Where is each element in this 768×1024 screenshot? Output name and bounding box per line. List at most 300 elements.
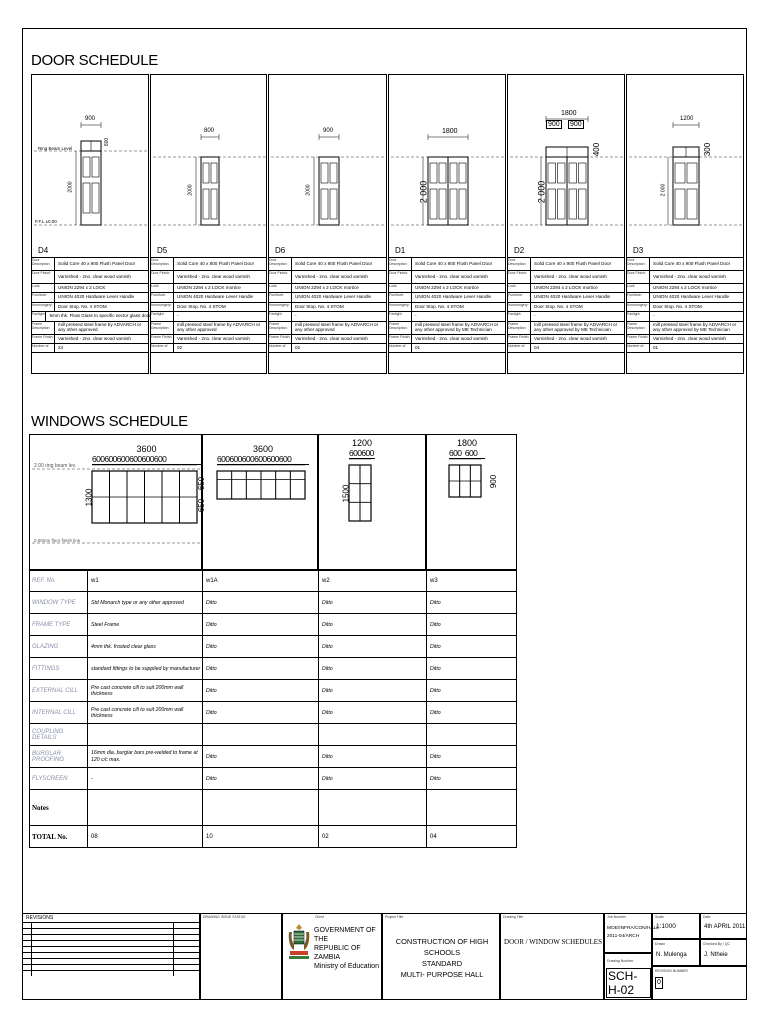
door-spec-value: - (653, 313, 655, 319)
window-segment-dims: 600600600600600600 (92, 454, 201, 465)
door-spec-label: Frame Description: (389, 322, 412, 334)
door-spec-value: Door Stop. No. 4 STOM (415, 303, 464, 309)
revision-value: 0 (655, 977, 663, 989)
door-spec-value: - (534, 313, 536, 319)
door-spec-row (508, 344, 624, 353)
door-spec-label: Ironmongery: (32, 303, 55, 311)
windows-row-label: WINDOW TYPE (32, 599, 76, 606)
door-spec-table (627, 258, 743, 353)
door-spec-row (151, 344, 266, 353)
door-spec-value: 01 (415, 344, 421, 350)
windows-cell: Ditto (202, 768, 318, 789)
windows-cell: w1A (202, 570, 318, 591)
door-spec-value: mill pressed steel frame by ADVARCH or any other approved (58, 321, 142, 332)
windows-cell (87, 790, 202, 825)
door-spec-label: Door Description: (32, 258, 55, 270)
door-spec-row (32, 303, 148, 312)
door-spec-row (269, 344, 386, 353)
date-label: Date (703, 915, 711, 919)
client-box (282, 913, 382, 1000)
door-height-dim: 2000 (305, 184, 312, 196)
door-spec-value: Door Stop. No. 4 STOM (177, 303, 226, 309)
windows-cell: 10 (202, 826, 318, 847)
door-spec-row (508, 322, 624, 335)
windows-cell: Pre cast concrete cill to suit 200mm wall thickness (87, 702, 202, 723)
door-spec-label: Frame Finish: (269, 335, 292, 343)
door-spec-label: Number of: (32, 344, 55, 352)
window-elevation-w4 (426, 434, 517, 570)
door-spec-value: Solid Core 40 x 900 Flush Panel Door (534, 261, 612, 266)
door-spec-value: UNION 4020 Hardware Lever Handle (653, 294, 730, 300)
door-spec-row (151, 284, 266, 293)
door-spec-row (269, 335, 386, 344)
client-line-3: Ministry of Education (314, 963, 379, 970)
door-spec-label: Door Finish: (269, 271, 292, 283)
door-spec-label: Door Finish: (32, 271, 55, 283)
window-elevation-w1 (29, 434, 207, 570)
door-elevation (32, 75, 148, 258)
door-spec-label: Door Description: (627, 258, 650, 270)
door-spec-label: Ironmongery: (508, 303, 531, 311)
revision-label: REVISION NUMBER (655, 969, 688, 973)
door-spec-label: Ironmongery: (269, 303, 292, 311)
windows-cell: Ditto (426, 746, 517, 767)
windows-row-label: Notes (32, 803, 49, 812)
door-spec-label: Number of: (269, 344, 292, 352)
door-spec-value: mill pressed steel frame by ADVARCH or any other approved by ME Technician (653, 321, 737, 332)
windows-table-row (29, 790, 517, 826)
revision-col-divider (173, 922, 174, 976)
door-spec-value: Door Stop. No. 4 STOM (653, 303, 702, 309)
door-spec-row (269, 284, 386, 293)
door-width-dim: 1800 (561, 110, 577, 117)
door-elevation-drawing (627, 75, 745, 258)
door-spec-label: Number of: (508, 344, 531, 352)
door-width-split-2: 900 (570, 121, 582, 128)
door-spec-value: UNION 2294 x 2 LOCK mortice (295, 285, 359, 290)
revision-box (652, 966, 747, 1000)
windows-cell: w2 (318, 570, 426, 591)
door-spec-row (269, 312, 386, 321)
door-spec-value: 04 (534, 344, 540, 350)
door-spec-value: mill pressed steel frame by ADVARCH or any other approved by ME Technician (415, 321, 499, 332)
door-panel-d4 (31, 74, 149, 374)
door-spec-value: 5mm thk. Float Glass to specific sector glass door (49, 313, 151, 319)
door-spec-value: Varnished - 2no. clear wood varnish (653, 335, 726, 341)
door-height-dim: 2 000 (660, 183, 667, 197)
windows-cell: Ditto (202, 746, 318, 767)
window-width-dim: 3600 (136, 444, 157, 454)
door-spec-value: UNION 2294 x 2 LOCK mortice (415, 285, 479, 290)
door-spec-row (269, 322, 386, 335)
door-spec-label: Frame Description: (627, 322, 650, 334)
project-line-2: STANDARD (421, 959, 463, 968)
door-spec-label: Lock: (151, 284, 174, 292)
drawing-number-label: Drawing Number (607, 959, 634, 963)
door-spec-label: Frame Finish: (627, 335, 650, 343)
door-spec-value: UNION 4020 Hardware Lever Handle (534, 294, 611, 300)
door-spec-label: Furniture: (508, 293, 531, 301)
door-spec-label: Fanlight: (389, 312, 412, 320)
windows-cell: - (87, 768, 202, 789)
door-spec-label: Frame Finish: (151, 335, 174, 343)
door-spec-value: Varnished - 2no. clear wood varnish (295, 274, 368, 279)
client-line-1: GOVERNMENT OF THE (314, 927, 376, 943)
door-spec-label: Door Finish: (151, 271, 174, 283)
window-height-dim: 1500 (341, 484, 351, 503)
windows-cell: Std Monarch type or any other approved (87, 592, 202, 613)
windows-cell (87, 724, 202, 745)
door-spec-value: UNION 2294 x 2 LOCK mortice (534, 285, 598, 290)
door-spec-label: Door Finish: (389, 271, 412, 283)
drawing-title-label: Drawing Title (503, 915, 524, 919)
windows-row-label: FITTINGS (32, 665, 60, 672)
door-spec-label: Furniture: (269, 293, 292, 301)
windows-cell (202, 790, 318, 825)
door-height-dim: 2 000 (536, 180, 547, 204)
door-spec-row (627, 303, 743, 312)
windows-row-label: BURGLAR PROOFING (32, 750, 65, 763)
window-height-dim: 900 (489, 474, 499, 489)
door-spec-label: Fanlight: (627, 312, 650, 320)
windows-cell: Ditto (318, 702, 426, 723)
windows-cell: Ditto (426, 614, 517, 635)
windows-row-label: COUPLING DETAILS (32, 728, 64, 741)
door-spec-label: Fanlight: (269, 312, 292, 320)
date-value: 4th APRIL 2011 (704, 924, 746, 930)
windows-cell: Ditto (318, 768, 426, 789)
window-width-dim: 1200 (352, 438, 373, 448)
door-spec-label: Furniture: (627, 293, 650, 301)
door-spec-label: Furniture: (151, 293, 174, 301)
door-spec-value: Varnished - 2no. clear wood varnish (58, 274, 131, 279)
windows-cell: standard fittings to be supplied by manufacturer (87, 658, 202, 679)
door-spec-label: Furniture: (32, 293, 55, 301)
door-spec-row (269, 303, 386, 312)
door-spec-value: UNION 4020 Hardware Lever Handle (177, 294, 254, 300)
windows-row-label: TOTAL No. (32, 832, 68, 841)
client-line-2: REPUBLIC OF ZAMBIA (314, 945, 361, 961)
door-spec-table (508, 258, 624, 353)
checked-value: J. Ntheie (704, 952, 728, 958)
door-elevation-drawing (508, 75, 626, 258)
drawn-value: N. Mulenga (656, 952, 687, 958)
windows-cell: Ditto (318, 592, 426, 613)
door-spec-value: - (295, 313, 297, 319)
door-spec-label: Door Description: (269, 258, 292, 270)
door-spec-row (32, 344, 148, 353)
door-spec-row (32, 335, 148, 344)
door-elevation (508, 75, 624, 258)
door-schedule-title: DOOR SCHEDULE (31, 52, 158, 69)
door-spec-row (151, 335, 266, 344)
revision-col-divider (31, 922, 32, 976)
door-spec-label: Door Description: (389, 258, 412, 270)
ffl-label: F.F.L ±0.00 (35, 219, 57, 224)
door-code: D2 (514, 246, 525, 255)
windows-cell: Ditto (202, 658, 318, 679)
door-spec-value: Varnished - 2no. clear wood varnish (415, 274, 488, 279)
door-spec-row (389, 293, 505, 302)
door-spec-row (627, 271, 743, 284)
windows-cell: Ditto (202, 592, 318, 613)
door-spec-value: Varnished - 2no. clear wood varnish (177, 335, 250, 341)
door-spec-table (151, 258, 266, 353)
door-spec-value: Varnished - 2no. clear wood varnish (534, 335, 607, 341)
door-spec-row (508, 303, 624, 312)
windows-cell: Ditto (318, 614, 426, 635)
door-spec-value: mill pressed steel frame by ADVARCH or any other approved (295, 321, 379, 332)
window-width-dim: 3600 (253, 444, 274, 454)
door-spec-label: Lock: (389, 284, 412, 292)
door-width-split-1: 900 (548, 121, 560, 128)
windows-cell (202, 724, 318, 745)
door-spec-row (151, 303, 266, 312)
door-spec-row (32, 284, 148, 293)
project-title-box (382, 913, 500, 1000)
door-elevation (269, 75, 386, 258)
door-spec-row (32, 322, 148, 335)
door-spec-label: Fanlight: (508, 312, 531, 320)
door-spec-row (627, 312, 743, 321)
windows-table-row (29, 592, 517, 614)
windows-row-label: REF. No. (32, 577, 56, 584)
windows-cell: Ditto (318, 636, 426, 657)
job-number-label: Job Number (607, 915, 627, 919)
window-right-dim: 650 (197, 476, 207, 491)
door-spec-value: 01 (653, 344, 659, 350)
project-line-3: MULTI- PURPOSE HALL (400, 970, 484, 979)
door-spec-row (269, 258, 386, 271)
door-spec-table (389, 258, 505, 353)
door-spec-row (389, 284, 505, 293)
windows-schedule-title: WINDOWS SCHEDULE (31, 413, 188, 430)
windows-row-label: FLYSCREEN (32, 775, 68, 782)
door-spec-value: UNION 2294 x 2 LOCK (58, 285, 106, 290)
door-spec-label: Frame Description: (32, 322, 55, 334)
windows-table-row (29, 724, 517, 746)
window-height-dim: 1300 (84, 488, 94, 507)
client-name (314, 926, 381, 971)
project-title (383, 936, 501, 980)
windows-cell: w3 (426, 570, 517, 591)
door-height-dim: 2000 (187, 184, 194, 196)
door-spec-value: UNION 4020 Hardware Lever Handle (295, 294, 372, 300)
door-spec-value: 02 (295, 344, 301, 350)
windows-table-row (29, 614, 517, 636)
door-width-dim: 900 (323, 128, 334, 134)
door-spec-value: Varnished - 2no. clear wood varnish (58, 335, 131, 341)
door-spec-value: mill pressed steel frame by ADVARCH or any other approved (177, 321, 261, 332)
door-spec-label: Frame Finish: (508, 335, 531, 343)
window-width-dim: 1800 (457, 438, 478, 448)
door-spec-value: Varnished - 2no. clear wood varnish (177, 274, 250, 279)
title-block (22, 913, 747, 1000)
door-spec-value: UNION 2294 x 2 LOCK mortice (653, 285, 717, 290)
door-spec-value: - (177, 313, 179, 319)
door-spec-value: mill pressed steel frame by ADVARCH or any other approved by ME Technician (534, 321, 618, 332)
issue-status-box (200, 913, 282, 1000)
door-spec-row (32, 258, 148, 271)
checked-box (700, 939, 747, 966)
windows-cell: Ditto (202, 614, 318, 635)
door-spec-row (389, 322, 505, 335)
door-elevation (389, 75, 505, 258)
ring-beam-level-label: 2.00 ring beam lev. (34, 463, 77, 469)
door-spec-label: Frame Finish: (389, 335, 412, 343)
revisions-box (22, 913, 200, 1000)
checked-label: Checked By / QC (703, 942, 731, 946)
job-number-line-2: 2011-04/ARCH (607, 934, 640, 939)
door-width-dim: 900 (85, 116, 96, 122)
door-height-dim: 2000 (67, 181, 74, 193)
window-segment-dims: 600600 (349, 448, 374, 458)
door-width-dim: 1200 (680, 116, 694, 122)
door-spec-value: Solid Core 40 x 800 Flush Panel Door (177, 261, 255, 266)
door-spec-label: Furniture: (389, 293, 412, 301)
door-elevation-drawing (151, 75, 268, 258)
windows-cell: 02 (318, 826, 426, 847)
door-spec-value: UNION 2294 x 2 LOCK mortice (177, 285, 241, 290)
scale-label: Scale (655, 915, 664, 919)
door-spec-row (508, 312, 624, 321)
windows-cell: Ditto (202, 702, 318, 723)
windows-cell: w1 (87, 570, 202, 591)
door-code: D3 (633, 246, 644, 255)
windows-cell: 4mm thk. frosted clear glass (87, 636, 202, 657)
issue-status-label: DRAWING ISSUE STATUS (203, 915, 246, 919)
door-spec-label: Door Description: (151, 258, 174, 270)
door-height-dim: 2 000 (418, 180, 429, 204)
door-fanlight-dim: 300 (703, 142, 713, 157)
window-right-dim: 650 (197, 498, 207, 513)
windows-cell (318, 724, 426, 745)
windows-table-row (29, 636, 517, 658)
door-spec-label: Door Finish: (627, 271, 650, 283)
door-spec-value: Door Stop. No. 4 STOM (295, 303, 344, 309)
door-spec-row (151, 312, 266, 321)
door-spec-value: Varnished - 2no. clear wood varnish (534, 274, 607, 279)
date-box (700, 913, 747, 939)
door-spec-label: Frame Description: (151, 322, 174, 334)
door-spec-row (627, 284, 743, 293)
windows-row-label: EXTERNAL CILL (32, 687, 78, 694)
door-spec-value: Solid Core 40 x 900 Flush Panel Door (415, 261, 493, 266)
door-panel-d3 (626, 74, 744, 374)
drawing-number: SCH-H-02 (606, 968, 651, 998)
door-spec-value: 02 (177, 344, 183, 350)
door-spec-row (508, 293, 624, 302)
scale-value: 1:1000 (656, 923, 676, 930)
window-segment-dims: 600 600 (449, 448, 485, 459)
door-elevation-drawing (389, 75, 507, 258)
door-spec-row (389, 258, 505, 271)
door-spec-row (151, 322, 266, 335)
door-spec-value: Solid Core 40 x 900 Flush Panel Door (295, 261, 373, 266)
windows-cell (426, 724, 517, 745)
zambia-coat-of-arms-icon (287, 922, 311, 962)
windows-table-row (29, 746, 517, 768)
door-spec-row (32, 312, 151, 321)
door-spec-row (269, 293, 386, 302)
door-spec-label: Door Description: (508, 258, 531, 270)
door-spec-label: Frame Description: (269, 322, 292, 334)
door-spec-label: Number of: (151, 344, 174, 352)
door-spec-row (389, 335, 505, 344)
project-title-label: Project Title (385, 915, 404, 919)
door-spec-label: Lock: (508, 284, 531, 292)
windows-table-row (29, 768, 517, 790)
windows-cell: Ditto (202, 680, 318, 701)
door-spec-row (151, 258, 266, 271)
door-spec-value: - (415, 313, 417, 319)
door-spec-row (627, 335, 743, 344)
window-elevation-w2 (202, 434, 318, 570)
door-panel-d2 (507, 74, 625, 374)
door-spec-row (508, 258, 624, 271)
job-number-box (604, 913, 659, 953)
door-spec-value: 24 (58, 344, 64, 350)
window-elevation-w3 (318, 434, 426, 570)
door-spec-label: Lock: (627, 284, 650, 292)
windows-row-label: INTERNAL CILL (32, 709, 76, 716)
door-spec-row (508, 271, 624, 284)
door-elevation-drawing (269, 75, 388, 258)
door-spec-value: Solid Core 40 x 900 Flush Panel Door (58, 261, 136, 266)
door-spec-row (151, 293, 266, 302)
door-spec-row (389, 312, 505, 321)
windows-cell (318, 790, 426, 825)
door-spec-row (627, 322, 743, 335)
door-spec-label: Frame Finish: (32, 335, 55, 343)
door-elevation-drawing (32, 75, 150, 258)
door-fanlight-dim: 400 (592, 142, 602, 157)
door-spec-row (151, 271, 266, 284)
door-spec-row (627, 258, 743, 271)
door-spec-value: Varnished - 2no. clear wood varnish (653, 274, 726, 279)
door-spec-row (627, 293, 743, 302)
door-spec-value: Varnished - 2no. clear wood varnish (295, 335, 368, 341)
project-line-1: CONSTRUCTION OF HIGH SCHOOLS (395, 937, 489, 957)
door-elevation (627, 75, 743, 258)
door-spec-table (269, 258, 386, 353)
windows-cell: Pre cast concrete cill to suit 200mm wall thickness (87, 680, 202, 701)
door-spec-row (269, 271, 386, 284)
door-spec-label: Ironmongery: (389, 303, 412, 311)
windows-cell: Ditto (426, 680, 517, 701)
door-code: D5 (157, 246, 168, 255)
windows-cell: Ditto (426, 636, 517, 657)
door-width-dim: 800 (204, 128, 215, 134)
door-panel-d1 (388, 74, 506, 374)
windows-table-row (29, 826, 517, 848)
door-spec-label: Number of: (627, 344, 650, 352)
door-spec-value: UNION 4020 Hardware Lever Handle (58, 294, 135, 300)
drawing-title-box (500, 913, 604, 1000)
windows-cell: Ditto (318, 680, 426, 701)
door-code: D4 (38, 246, 49, 255)
door-spec-row (389, 271, 505, 284)
door-spec-label: Lock: (32, 284, 55, 292)
job-number-line-1: MOE/INFRA/CON/HALL (607, 926, 659, 931)
windows-cell: Ditto (426, 702, 517, 723)
windows-cell: Steel Frame (87, 614, 202, 635)
door-width-dim: 1800 (442, 128, 458, 135)
windows-cell: Ditto (426, 592, 517, 613)
door-spec-row (32, 293, 148, 302)
door-panel-d6 (268, 74, 387, 374)
door-spec-label: Fanlight: (151, 312, 174, 320)
